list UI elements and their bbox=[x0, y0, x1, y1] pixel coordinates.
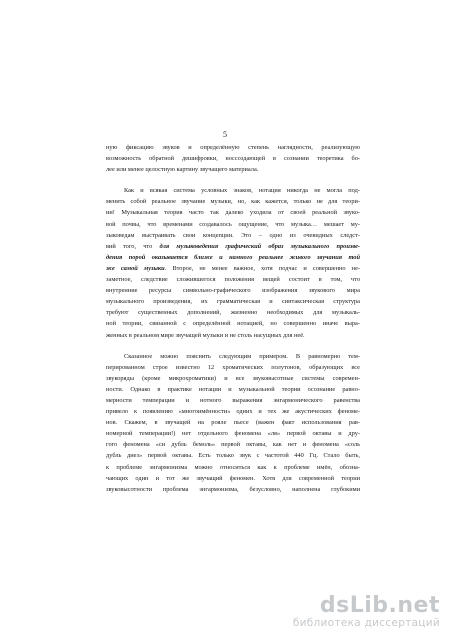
page-number: 5 bbox=[223, 130, 227, 139]
text-line: ную фиксацию звуков и определённую степень наглядности, реализующую bbox=[106, 144, 360, 151]
text-line: зыковедам выстраивать свои концепции. Это – одно из очевидных следст- bbox=[106, 231, 360, 239]
text-line: ии! Музыкальная теория часто так далеко уходила от своей реальной звуко- bbox=[106, 209, 360, 217]
text-line: заметное, следствие сложившегося положения вещей состоит в том, что bbox=[106, 276, 360, 284]
text-run: вий того, что bbox=[106, 242, 160, 250]
text-line: ности. Однако в практике нотации и музыкальной теории осознание равно- bbox=[106, 385, 360, 393]
text-line-mixed bbox=[106, 241, 360, 252]
text-line: к проблеме энгармонизма можно относиться как к проблеме имён, обознa- bbox=[106, 463, 360, 471]
watermark bbox=[293, 595, 440, 630]
text-line: мерности темперации и нотного выражения энгармонического равенства bbox=[106, 396, 360, 404]
text-line: менить собой реальное звучание музыки, но, как кажется, только не для теори- bbox=[106, 198, 360, 206]
text-line: внутренние ресурсы символьно-графического изображения звукового мира bbox=[106, 287, 360, 295]
text-line: лее или менее целостную картину звучащего материала. bbox=[106, 166, 259, 174]
body-text bbox=[106, 142, 360, 495]
watermark-logo: dsLib.net bbox=[319, 593, 440, 618]
text-line: требуют существенных дополнений, жизненно необходимых для музыкаль- bbox=[106, 309, 360, 317]
text-run: . Второе, не менее важное, хотя подчас и совершенно не- bbox=[164, 264, 360, 272]
emphasis-text: для музыковедения графический образ музыкального произве- bbox=[159, 242, 361, 250]
text-line: возможность обратной дешифровки, воссоздающей в сознании теоретика бо- bbox=[106, 155, 360, 163]
emphasis-line: дения порой оказывается ближе и намного реальнее живого звучания той bbox=[106, 253, 360, 261]
text-line: номерной темперации!) нет отдельного феномена «ля» первой октавы и дру- bbox=[106, 430, 360, 438]
text-line: нов. Скажем, в звучащей на рояле пьесе (важен факт использования рав- bbox=[106, 419, 360, 427]
emphasis-text: же самой музыки bbox=[106, 264, 165, 272]
text-line: перированном строе известно 12 хроматических полутонов, образующих все bbox=[106, 363, 360, 371]
watermark-subtitle: библиотека диссертаций bbox=[292, 617, 440, 629]
paragraph-gap bbox=[106, 175, 360, 185]
text-line: чающих один и тот же звучащий феномен. Хотя для современной теории bbox=[106, 474, 360, 482]
paragraph-gap bbox=[106, 341, 360, 351]
text-line: музыкального произведения, их грамматическая и синтаксическая структура bbox=[106, 298, 360, 306]
text-line: женных в реальном мире звучащей музыки и не столь насущных для неё. bbox=[106, 331, 305, 339]
text-line: ной теории, связанной с определённой нотацией, но совершенно иначе выра- bbox=[106, 320, 360, 328]
text-line: привело к появлению «многоимённости» одних и тех же акустических феноме- bbox=[106, 408, 360, 416]
text-line: дубль диез» первой октавы. Есть только звук с частотой 440 Гц. Стало быть, bbox=[106, 452, 360, 460]
text-line: звуковысотности проблема энгармонизма, безусловно, наполнена глубокими bbox=[106, 485, 360, 493]
text-line: гого феномена «си дубль бемоль» первой октавы, как нет и феномена «соль bbox=[106, 441, 360, 449]
text-line: вой почвы, что временами создавалось ощущение, что музыка… мешает му- bbox=[106, 220, 360, 228]
text-line-mixed bbox=[106, 263, 360, 274]
text-line: звукоряды (кроме микрохроматики) и все звуковысотные системы современ- bbox=[106, 374, 360, 382]
text-line: Сказанное можно пояснить следующим примером. В равномерно тем- bbox=[124, 352, 360, 360]
text-line: Как и всякая система условных знаков, нотация никогда не могла под- bbox=[124, 187, 360, 195]
